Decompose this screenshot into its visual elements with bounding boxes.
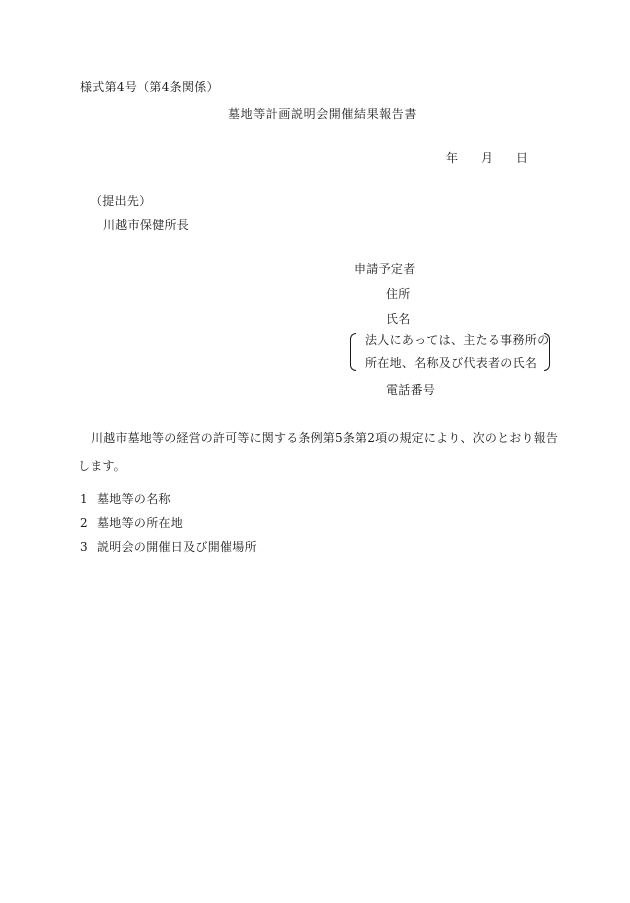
report-items-list	[80, 492, 257, 564]
list-item	[80, 540, 257, 564]
list-item-label: 墓地等の所在地	[97, 516, 184, 530]
corporation-note-line-1: 法人にあっては、主たる事務所の	[365, 333, 550, 347]
right-bracket	[544, 333, 550, 371]
form-number: 様式第4号（第4条関係）	[80, 80, 219, 94]
date-month-label: 月	[481, 151, 494, 165]
date-line	[446, 151, 528, 165]
list-item-label: 墓地等の名称	[97, 492, 171, 506]
corporation-note	[350, 333, 550, 371]
document-title: 墓地等計画説明会開催結果報告書	[228, 107, 418, 121]
list-item	[80, 516, 257, 540]
recipient-label: （提出先）	[90, 194, 152, 208]
report-body-text: 川越市墓地等の経営の許可等に関する条例第5条第2項の規定により、次のとおり報告します。	[78, 431, 559, 473]
applicant-name-label: 氏名	[386, 312, 411, 326]
list-item-label: 説明会の開催日及び開催場所	[97, 540, 257, 554]
applicant-heading: 申請予定者	[354, 262, 416, 276]
list-item	[80, 492, 257, 516]
list-item-number: 3	[80, 540, 88, 554]
applicant-address-label: 住所	[386, 287, 411, 301]
date-year-label: 年	[446, 151, 459, 165]
left-bracket	[350, 333, 356, 371]
list-item-number: 1	[80, 492, 88, 506]
date-day-label: 日	[516, 151, 529, 165]
recipient-name: 川越市保健所長	[103, 218, 190, 232]
applicant-phone-label: 電話番号	[386, 383, 436, 397]
corporation-note-line-2: 所在地、名称及び代表者の氏名	[365, 356, 538, 370]
list-item-number: 2	[80, 516, 88, 530]
